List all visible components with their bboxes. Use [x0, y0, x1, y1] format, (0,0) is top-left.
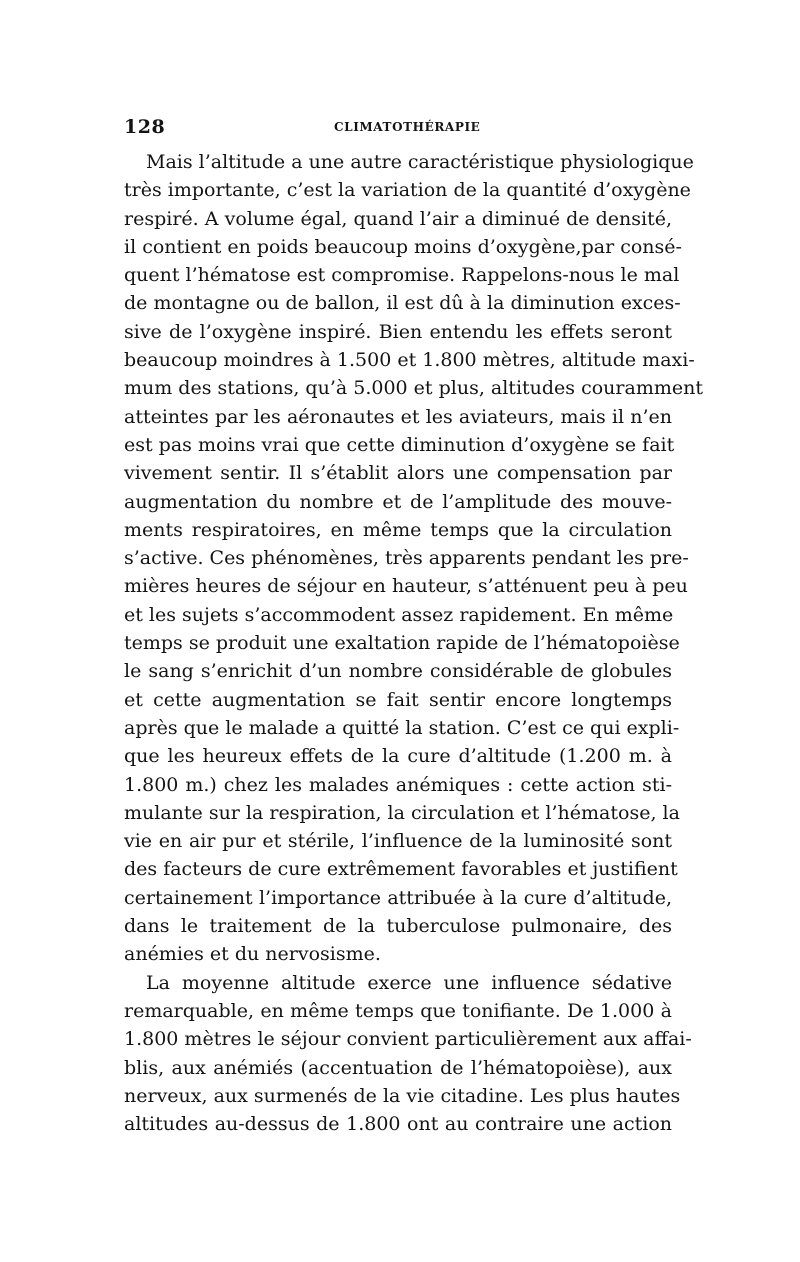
text-line: et cette augmentation se fait sentir encore longtemps [124, 688, 672, 711]
text-line: de montagne ou de ballon, il est dû à la diminution exces- [124, 292, 681, 315]
text-line: après que le malade a quitté la station. C’est ce qui expli- [124, 716, 680, 739]
text-line: 1.800 m.) chez les malades anémiques : cette action sti- [124, 773, 672, 796]
text-line: altitudes au-dessus de 1.800 ont au contraire une action [124, 1113, 672, 1136]
text-line: s’active. Ces phénomènes, très apparents pendant les pre- [124, 547, 689, 570]
text-line: La moyenne altitude exerce une influence sédative [146, 971, 672, 994]
running-title: CLIMATOTHÉRAPIE [334, 120, 481, 134]
text-line: mulante sur la respiration, la circulation et l’hématose, la [124, 801, 680, 824]
text-line: temps se produit une exaltation rapide de l’hématopoièse [124, 632, 680, 655]
text-line: remarquable, en même temps que tonifiante. De 1.000 à [124, 999, 672, 1022]
page-header [124, 116, 672, 140]
text-line: certainement l’importance attribuée à la cure d’altitude, [124, 886, 672, 909]
text-line: est pas moins vrai que cette diminution d’oxygène se fait [124, 433, 675, 456]
text-line: beaucoup moindres à 1.500 et 1.800 mètres, altitude maxi- [124, 349, 695, 372]
text-line: augmentation du nombre et de l’amplitude des mouve- [124, 490, 672, 513]
text-line: il contient en poids beaucoup moins d’oxygène,par consé- [124, 235, 682, 258]
text-line: vivement sentir. Il s’établit alors une compensation par [124, 462, 672, 485]
paragraph-1 [124, 148, 703, 969]
text-line: mum des stations, qu’à 5.000 et plus, altitudes couramment [124, 377, 703, 400]
text-line: anémies et du nervosisme. [124, 943, 381, 966]
paragraph-2 [124, 969, 692, 1139]
page-number: 128 [124, 116, 166, 138]
text-line: ments respiratoires, en même temps que la circulation [124, 518, 672, 541]
text-line: Mais l’altitude a une autre caractéristique physiologique [146, 151, 694, 173]
text-line: très importante, c’est la variation de la quantité d’oxygène [124, 179, 691, 202]
text-line: mières heures de séjour en hauteur, s’atténuent peu à peu [124, 575, 688, 598]
text-line: vie en air pur et stérile, l’influence de la luminosité sont [124, 830, 672, 853]
text-line: sive de l’oxygène inspiré. Bien entendu les effets seront [124, 320, 672, 343]
text-line: 1.800 mètres le séjour convient particulièrement aux affai- [124, 1028, 692, 1051]
text-line: et les sujets s’accommodent assez rapidement. En même [124, 603, 674, 626]
text-line: atteintes par les aéronautes et les aviateurs, mais il n’en [124, 405, 672, 428]
text-line: respiré. A volume égal, quand l’air a diminué de densité, [124, 207, 672, 230]
text-line: nerveux, aux surmenés de la vie citadine. Les plus hautes [124, 1084, 681, 1107]
text-line: que les heureux effets de la cure d’altitude (1.200 m. à [124, 745, 672, 768]
text-line: le sang s’enrichit d’un nombre considérable de globules [124, 660, 672, 683]
text-line: quent l’hématose est compromise. Rappelons-nous le mal [124, 264, 680, 287]
text-line: blis, aux anémiés (accentuation de l’hématopoièse), aux [124, 1056, 672, 1079]
text-line: dans le traitement de la tuberculose pulmonaire, des [124, 915, 672, 938]
text-line: des facteurs de cure extrêmement favorables et justifient [124, 858, 678, 881]
body-text [124, 148, 703, 1138]
